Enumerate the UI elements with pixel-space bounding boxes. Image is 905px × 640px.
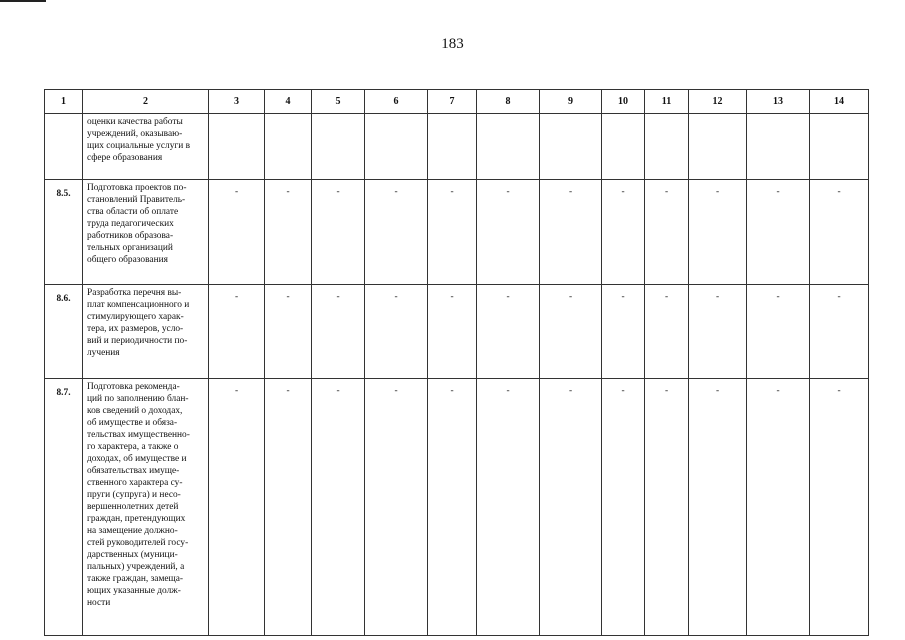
row-description: Подготовка проектов по- становлений Правитель- ства области об оплате труда педагогических работников образова- тельных организаций общего образования	[83, 180, 209, 285]
row-description: оценки качества работы учреждений, оказываю- щих социальные услуги в сфере образования	[83, 114, 209, 180]
value-cell: -	[209, 180, 265, 285]
header-cell: 1	[45, 90, 83, 114]
value-cell: -	[265, 180, 312, 285]
value-cell: -	[312, 180, 365, 285]
value-cell: -	[747, 180, 810, 285]
value-cell: -	[810, 379, 869, 636]
data-table-container	[44, 89, 869, 636]
value-cell	[477, 114, 540, 180]
header-cell: 5	[312, 90, 365, 114]
table-row	[45, 180, 869, 285]
header-cell: 9	[540, 90, 602, 114]
value-cell: -	[477, 379, 540, 636]
value-cell: -	[428, 285, 477, 379]
header-cell: 4	[265, 90, 312, 114]
value-cell	[312, 114, 365, 180]
data-table	[44, 89, 869, 636]
row-number: 8.6.	[45, 285, 83, 379]
value-cell: -	[810, 285, 869, 379]
value-cell: -	[477, 285, 540, 379]
value-cell: -	[747, 285, 810, 379]
value-cell	[747, 114, 810, 180]
value-cell	[365, 114, 428, 180]
value-cell	[602, 114, 645, 180]
value-cell: -	[540, 285, 602, 379]
row-number: 8.7.	[45, 379, 83, 636]
value-cell: -	[312, 379, 365, 636]
value-cell: -	[428, 180, 477, 285]
value-cell: -	[428, 379, 477, 636]
value-cell: -	[365, 285, 428, 379]
value-cell	[428, 114, 477, 180]
header-cell: 6	[365, 90, 428, 114]
header-cell: 11	[645, 90, 689, 114]
value-cell: -	[265, 285, 312, 379]
value-cell: -	[645, 379, 689, 636]
value-cell: -	[209, 379, 265, 636]
table-row	[45, 285, 869, 379]
header-cell: 7	[428, 90, 477, 114]
value-cell: -	[540, 180, 602, 285]
table-row	[45, 114, 869, 180]
value-cell	[689, 114, 747, 180]
value-cell: -	[602, 285, 645, 379]
value-cell	[265, 114, 312, 180]
value-cell: -	[689, 285, 747, 379]
value-cell	[209, 114, 265, 180]
header-cell: 3	[209, 90, 265, 114]
value-cell: -	[645, 180, 689, 285]
header-cell: 10	[602, 90, 645, 114]
header-cell: 14	[810, 90, 869, 114]
value-cell: -	[477, 180, 540, 285]
page-number: 183	[441, 36, 464, 52]
header-cell: 12	[689, 90, 747, 114]
value-cell: -	[540, 379, 602, 636]
value-cell: -	[810, 180, 869, 285]
table-row	[45, 379, 869, 636]
corner-rule	[0, 0, 46, 2]
row-description: Разработка перечня вы- плат компенсационного и стимулирующего харак- тера, их размеров, усло- вий и периодичности по- лучения	[83, 285, 209, 379]
header-cell: 8	[477, 90, 540, 114]
value-cell: -	[645, 285, 689, 379]
value-cell	[540, 114, 602, 180]
row-number	[45, 114, 83, 180]
value-cell: -	[689, 379, 747, 636]
value-cell: -	[209, 285, 265, 379]
value-cell: -	[312, 285, 365, 379]
value-cell: -	[747, 379, 810, 636]
header-cell: 13	[747, 90, 810, 114]
value-cell: -	[365, 379, 428, 636]
header-row	[45, 90, 869, 114]
value-cell: -	[602, 379, 645, 636]
value-cell	[810, 114, 869, 180]
value-cell: -	[365, 180, 428, 285]
value-cell	[645, 114, 689, 180]
value-cell: -	[689, 180, 747, 285]
row-number: 8.5.	[45, 180, 83, 285]
header-cell: 2	[83, 90, 209, 114]
value-cell: -	[602, 180, 645, 285]
row-description: Подготовка рекоменда- ций по заполнению блан- ков сведений о доходах, об имуществе и обяза- тельствах имущественно- го характера, а также о доходах, об имуществе и обязательствах имуще- ственного характера су- пруги (супруга) и несо- вершеннолетних детей граждан, претендующих на замещение должно- стей руководителей госу- дарственных (муници- пальных) учреждений, а также граждан, замеща- ющих указанные долж- ности	[83, 379, 209, 636]
value-cell: -	[265, 379, 312, 636]
